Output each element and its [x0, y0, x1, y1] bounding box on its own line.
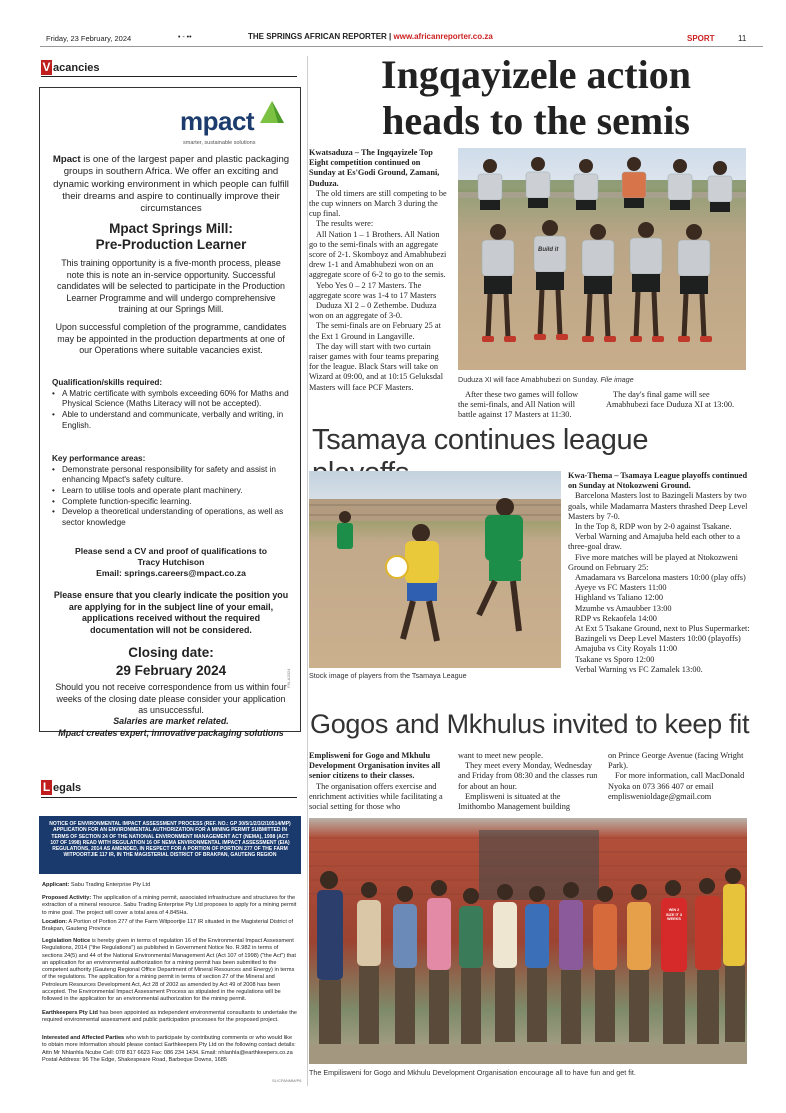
- legals-tab-cap: L: [42, 780, 51, 794]
- ad-qualifications: Qualification/skills required: • A Matric certificate with symbols exceeding 60% for Maths and Physical Science (Maths Literacy will not be accepted). • Able to understand and communicate, verbally and writing, in English.: [52, 378, 292, 431]
- ad-no-reply-note: Should you not receive correspondence from us within four weeks of the closing date please consider your application as unsuccessful.: [55, 682, 287, 716]
- ad-closing-date: Closing date: 29 February 2024: [115, 645, 227, 678]
- ad-appointment-text: Upon successful completion of the programme, candidates may be appointed in the production departments at one of our Operations where suitable vacancies exist.: [55, 322, 287, 356]
- qualification-item: • A Matric certificate with symbols exceeding 60% for Maths and Physical Science (Maths Literacy will not be accepted).: [52, 389, 292, 410]
- kpa-item: • Learn to utilise tools and operate plant machinery.: [52, 486, 292, 497]
- job-advert: [39, 87, 301, 738]
- kpa-item: • Develop a theoretical understanding of operations, as well as sector knowledge: [52, 507, 292, 528]
- legal-activity: Proposed Activity: The application of a mining permit, associated infrastructure and structures for the extraction of a mineral resource. Sabu Trading Enterprise Pty Ltd proposes to apply for a mining permit to mine goal. The project will cover a total area of 4.845Ha.: [42, 895, 297, 916]
- team-photo-illustration: [458, 148, 746, 370]
- seniors-photo: [309, 818, 747, 1064]
- ad-apply-instructions: Please send a CV and proof of qualifications to Tracy Hutchison Email: springs.careers@mpact.co.za: [52, 546, 290, 580]
- header-dots: • - ••: [178, 34, 192, 41]
- article1-col2: After these two games will follow the semi-finals, and All Nation will battle against 17 Masters at 11:30.: [458, 390, 579, 420]
- issue-date: Friday, 23 February, 2024: [46, 34, 132, 43]
- article1-col3: The day's final game will see Amabhubezi face Duduza XI at 13:00.: [606, 390, 735, 410]
- ad-key-areas: Key performance areas: • Demonstrate personal responsibility for safety and assist in enhancing Mpact's safety culture. • Learn to utilise tools and operate plant machinery. • Complete function-specific learning. • Develop a theoretical understanding of operations, as well as sector knowledge: [52, 454, 292, 529]
- masthead: [248, 32, 493, 41]
- article3-col2: want to meet new people. They meet every Monday, Wednesday and Friday from 08:30 and the classes run for about an hour. Emplisweni is situated at the Imithombo Management building: [458, 751, 598, 812]
- legals-tab-label: egals: [53, 781, 82, 794]
- article1-body: Kwatsaduza – The Ingqayizele Top Eight competition continued on Sunday at Es'Godi Ground, Zamani, Duduza. The old timers are still competing to be the cup winners on March 3 during the cup final. The results were: All Nation 1 – 1 Brothers. All Nation go to the semi-finals with an aggregate score of 2-1. Skomboyz and Amabhubezi drew 1-1 and Amabhubezi won on an aggregate score of 6-2 to go to the semis. Yebo Yes 0 – 2 17 Masters. The aggregate score was 1-4 to 17 Masters Duduza XI 2 – 0 Zethembe. Duduza won on an aggregate of 3-0. The semi-finals are on February 25 at the Ext 1 Ground in Langaville. The day will start with two curtain raiser games with four teams preparing for the league. Black Stars will take on Wizard at 09:00, and at 10:15 Geluksdal Masters will face PCF Masters.: [309, 148, 447, 392]
- team-photo: [458, 148, 746, 370]
- legals-rule: [41, 797, 297, 798]
- ad-subject-note: Please ensure that you clearly indicate the position you are applying for in the subject line of your email, applications received without the required documentation will not be considered.: [53, 590, 289, 635]
- tsamaya-photo-illustration: [309, 471, 561, 668]
- page-number: 11: [738, 34, 747, 43]
- article3-col3: on Prince George Avenue (facing Wright Park). For more information, call MacDonald Nyoka on 073 366 407 or email empliswenioldage@gmail.com: [608, 751, 745, 801]
- mpact-leaf-icon: [258, 99, 286, 125]
- vacancies-tab-label: acancies: [53, 61, 100, 74]
- legal-location: Location: A Portion of Portion 277 of the Farm Witpoortjie 117 IR situated in the Magisterial District of Brakpan, Gauteng Province: [42, 919, 294, 933]
- ad-ref-code: FIN-A2024: [286, 668, 291, 688]
- column-divider: [307, 56, 308, 1086]
- article3-headline: Gogos and Mkhulus invited to keep fit: [310, 709, 750, 739]
- mpact-tagline: smarter, sustainable solutions: [183, 140, 256, 146]
- legal-applicant: Applicant: Sabu Trading Enterprise Pty Ltd: [42, 882, 151, 888]
- vacancies-rule: [41, 76, 297, 77]
- seniors-photo-illustration: [309, 818, 747, 1064]
- tshirt-print: WIN 2 SIZE IT 3 WEEKS: [665, 908, 683, 922]
- qualification-item: • Able to understand and communicate, verbally and writing, in English.: [52, 410, 292, 431]
- jersey-sponsor: Build it: [538, 247, 559, 253]
- legal-ref-code: SL/CPANMM/P6: [272, 1078, 302, 1083]
- tsamaya-photo: [309, 471, 561, 668]
- vacancies-tab: [41, 60, 99, 75]
- kpa-item: • Demonstrate personal responsibility for safety and assist in enhancing Mpact's safety culture.: [52, 465, 292, 486]
- legal-consultants: Earthkeepers Pty Ltd has been appointed as independent environmental consultants to undertake the required environmental assessment and public participation processes for the proposed project.: [42, 1010, 298, 1024]
- team-photo-caption: Duduza XI will face Amabhubezi on Sunday. File image: [458, 375, 634, 384]
- ad-intro: Mpact is one of the largest paper and plastic packaging groups in southern Africa. We offer an exciting and dynamic working environment in which people can fulfill their dreams and aspire to continually improve their circumstances: [52, 154, 290, 215]
- section-label: SPORT: [687, 34, 715, 43]
- article2-headline: Tsamaya continues league: [312, 424, 649, 456]
- apply-email[interactable]: Email: springs.careers@mpact.co.za: [96, 568, 246, 579]
- legals-tab: [41, 780, 81, 795]
- header-rule: [40, 46, 763, 47]
- masthead-separator: |: [386, 32, 394, 41]
- article2-body: Kwa-Thema – Tsamaya League playoffs continued on Sunday at Ntokozweni Ground. Barcelona Masters lost to Bazingeli Masters by two goals, while Madamarra Masters thrashed Deep Level Masters by 7-0. In the Top 8, RDP won by 2-0 against Tsakane. Verbal Warning and Amajuba held each other to a three-goal draw. Five more matches will be played at Ntokozweni Ground on February 25: Amadamara vs Barcelona masters 10:00 (play offs) Ayeye vs FC Masters 11:00 Highland vs Taliano 12:00 Mzumbe vs Amaubber 13:00 RDP vs Rekaofela 14:00 At Ext 5 Tsakane Ground, next to Plus Supermarket: Bazingeli vs Deep Level Masters 10:00 (playoffs) Amajuba vs City Royals 11:00 Tsakane vs Sporo 12:00 Verbal Warning vs FC Zamalek 13:00.: [568, 471, 750, 674]
- legal-notice-text: Legislation Notice is hereby given in terms of regulation 16 of the Environmental Impact Assessment Regulations, 2014 ("the Regulations") as published in Government Notice No. R.982 in terms of sections 24(5) and 44 of the National Environmental Management Act (Act 107 of 1998) ("the Act") that an application for an environmental authorization for a mining permit has been submitted to the competent authority (Gauteng Regional Office Department of Mineral Resources and Energy) in terms of the regulations. The application for a mining permit in terms of section 27 of the Mineral and Petroleum Resources Development Act, Act 28 of 2002 as amended by Act 49 of 2008 has been accepted. The Environmental Impact Assessment Process as stipulated in the regulations will be followed in the application for an environmental authorization for the mining permit.: [42, 938, 296, 1003]
- mpact-logo: mpact: [180, 106, 255, 136]
- vacancies-tab-cap: V: [42, 60, 51, 74]
- ad-title: Mpact Springs Mill: Pre-Production Learner: [95, 221, 247, 253]
- seniors-photo-caption: The Empilisweni for Gogo and Mkhulu Development Organisation encourage all to have fun and get fit.: [309, 1068, 636, 1077]
- kpa-item: • Complete function-specific learning.: [52, 497, 292, 508]
- publication-name: THE SPRINGS AFRICAN REPORTER: [248, 32, 387, 41]
- website-link[interactable]: www.africanreporter.co.za: [393, 32, 493, 41]
- article3-col1: Emplisweni for Gogo and Mkhulu Development Organisation invites all senior citizens to their classes. The organisation offers exercise and enrichment activities while facilitating a social setting for those who: [309, 751, 443, 812]
- legal-notice-banner: NOTICE OF ENVIRONMENTAL IMPACT ASSESSMENT PROCESS (REF. NO.: GP 30/5/1/2/3/2/10514/MP) APPLICATION FOR AN ENVIRONMENTAL AUTHORIZATION FOR A MINING PERMIT SUBMITTED IN TERMS OF SECTION 24 OF THE NATIONAL ENVIRONMENT MANAGEMENT ACT (NEMA), 1998 (ACT 107 OF 1998) READ WITH REGULATION 16 OF NEMA ENVIRONMENTAL IMPACT ASSESSMENT (EIA) REGULATIONS, 2014 AS AMENDED, IN RESPECT FOR A PORTION OF PORTION 277 OF THE FARM WITPOORTJIE 117 IR, IN THE MAGISTERIAL DISTRICT OF BRAKPAN, GAUTENG REGION: [39, 816, 301, 874]
- ad-salary-note: Salaries are market related. Mpact creates expert, innovative packaging solutions: [58, 716, 284, 738]
- tsamaya-photo-caption: Stock image of players from the Tsamaya League: [309, 671, 467, 680]
- ad-programme-text: This training opportunity is a five-month process, please note this is note an in-service opportunity. Successful candidates will be selected to participate in the Production Learner Programme and will undergo comprehensive training at our Springs Mill.: [57, 258, 285, 315]
- legal-interested-parties: Interested and Affected Parties who wish to participate by contributing comments or who would like to obtain more information should please contact Earthkeepers Pty Ltd on the following contact details: Attn Mr Nhlanhla Ncube Cell: 078 817 6623 Fax: 086 234 1434. Email: nhlanhla@earthkeepers.co.za Postal Address: 96 The Edge, Shakespeare Road, Barbeque Downs, 1685: [42, 1035, 296, 1063]
- article1-headline: Ingqayizele action heads to the semis: [381, 52, 691, 143]
